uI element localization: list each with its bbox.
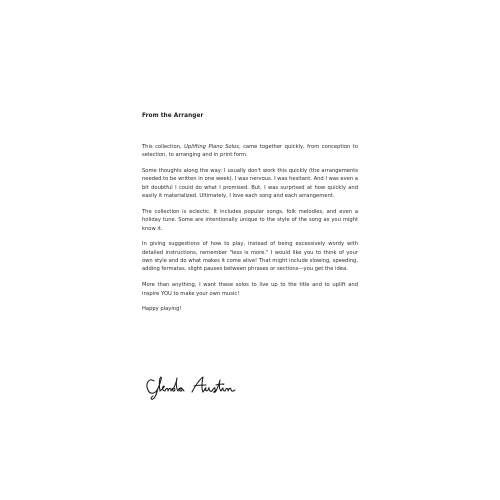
intro-prefix: This collection, [142, 144, 185, 150]
letter-body [142, 112, 358, 321]
intro-paragraph [142, 143, 358, 160]
closing-paragraph: More than anything, I want these solos to live up to the title and to uplift and inspire YOU to make your own music! [142, 282, 358, 297]
thoughts-paragraph: Some thoughts along the way: I usually don't work this quickly (the arrangements needed to be written in one week). I was nervous. I was hesitant. And I was even a bit doubtful I could do what I promised. But, I was surprised at how quickly and easily it materialized. Ultimately, I love each song and each arrangement. [142, 168, 358, 200]
sign-off: Happy playing! [142, 306, 182, 313]
intro-suffix: , came together quickly, from conception to selection, to arranging and in print form. [142, 144, 359, 159]
handwritten-signature [145, 372, 265, 402]
suggestions-paragraph: In giving suggestions of how to play, instead of being excessively wordy with detailed instructions, remember "less is more." I would like you to think of your own style and do what makes it come alive! That might include slowing, speeding, adding fermatas, slight pauses between phrases or sections—you get the idea. [142, 241, 358, 273]
page-heading: From the Arranger [142, 113, 204, 119]
collection-title: Uplifting Piano Solos [184, 144, 239, 150]
collection-paragraph: The collection is eclectic. It includes popular songs, folk melodies, and even a holiday tune. Some are intentionally unique to the style of the song as you might know it. [142, 208, 358, 232]
